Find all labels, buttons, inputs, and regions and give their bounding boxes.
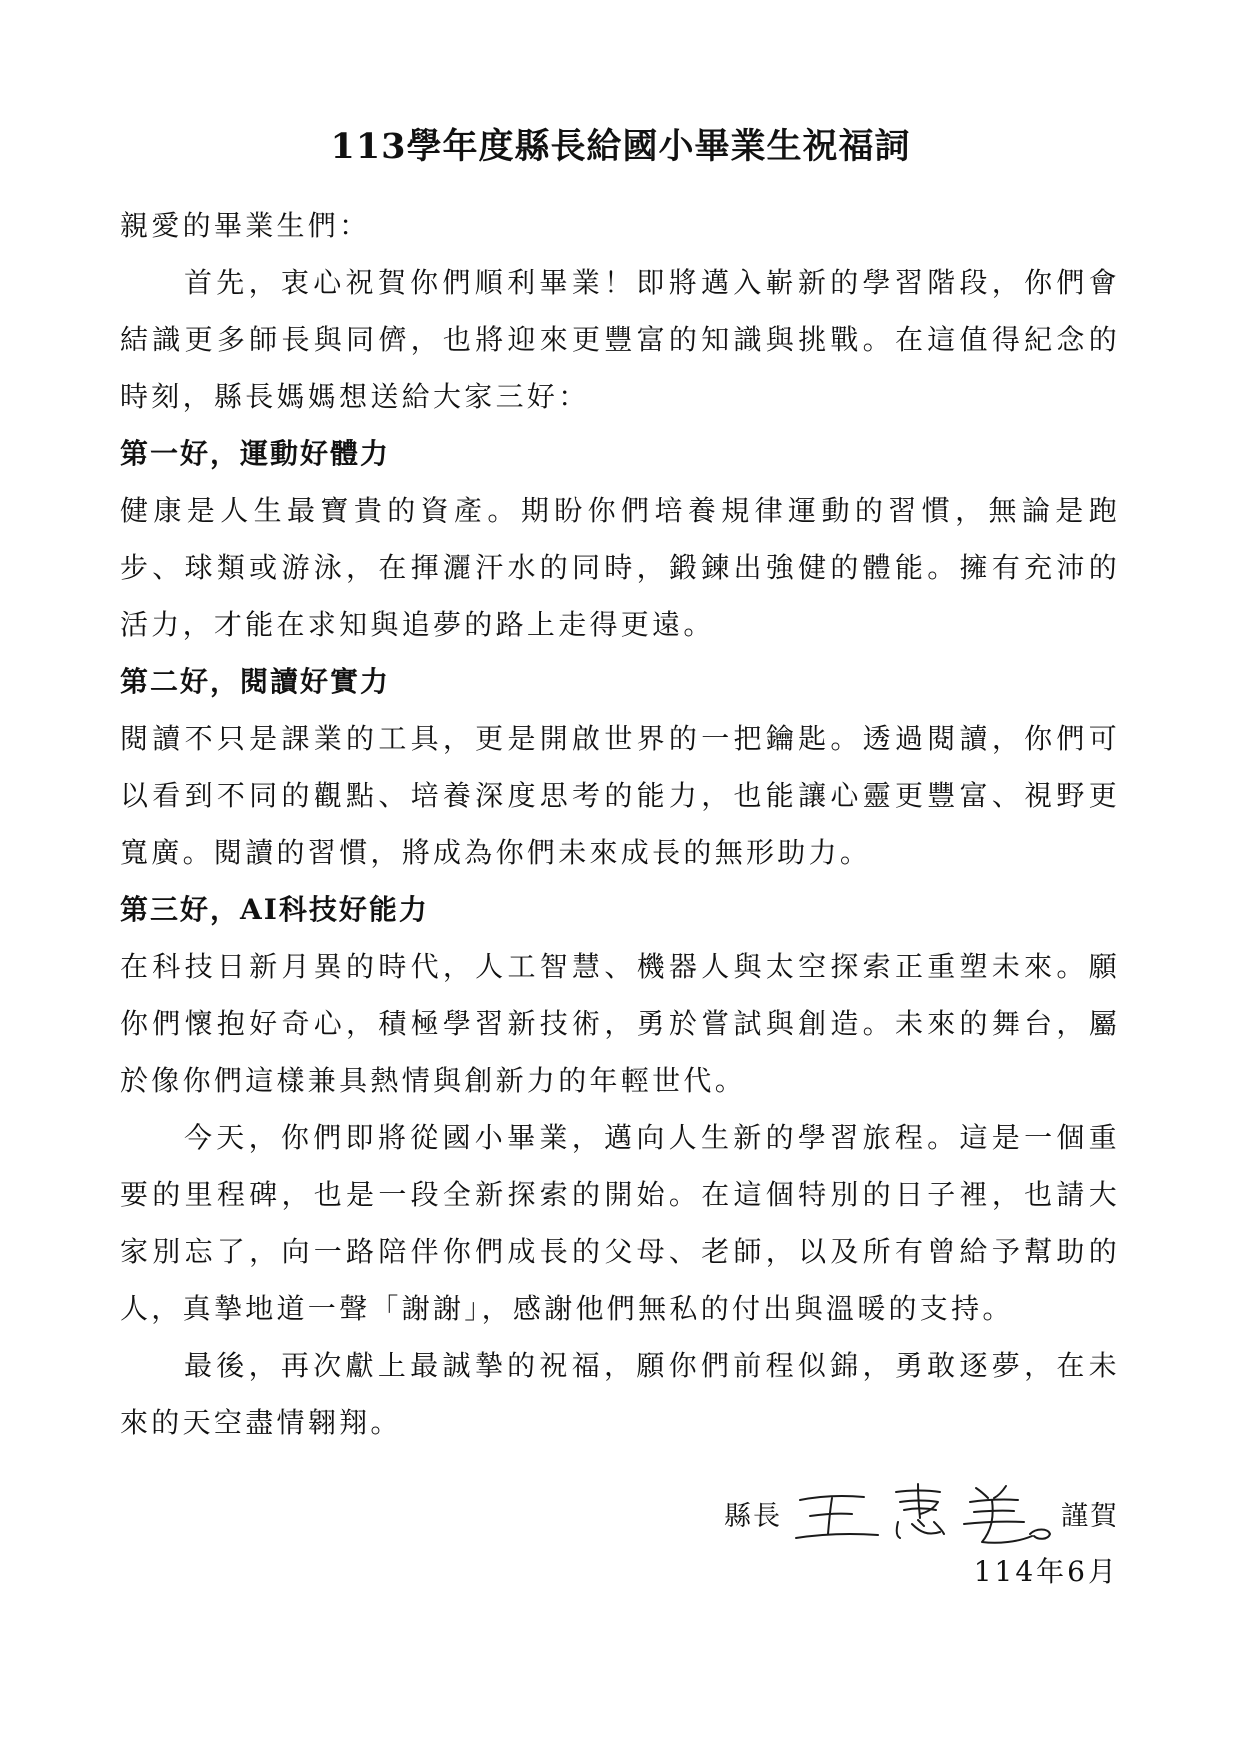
intro-paragraph: 首先，衷心祝賀你們順利畢業！即將邁入嶄新的學習階段，你們會結識更多師長與同儕，也將迎來更豐富的知識與挑戰。在這值得紀念的時刻，縣長媽媽想送給大家三好： [120,266,1120,413]
section-heading-ai-tech: 第三好，AI科技好能力 [120,893,429,926]
section-text-ai-tech: 在科技日新月異的時代，人工智慧、機器人與太空探索正重塑未來。願你們懷抱好奇心，積極學習新技術，勇於嘗試與創造。未來的舞台，屬於像你們這樣兼具熱情與創新力的年輕世代。 [120,950,1120,1097]
closing-line [724,1478,1119,1548]
closing-suffix: 謹賀 [1061,1500,1119,1532]
section-heading-reading: 第二好，閱讀好實力 [120,665,391,698]
document-title: 113學年度縣長給國小畢業生祝福詞 [330,126,911,167]
handwritten-signature [792,1478,1057,1548]
salutation: 親愛的畢業生們： [120,209,371,242]
section-heading-exercise: 第一好，運動好體力 [120,437,391,470]
document-date: 114年6月 [973,1555,1119,1588]
section-text-exercise: 健康是人生最寶貴的資產。期盼你們培養規律運動的習慣，無論是跑步、球類或游泳，在揮灑汗水的同時，鍛鍊出強健的體能。擁有充沛的活力，才能在求知與追夢的路上走得更遠。 [120,494,1120,641]
paragraph-final: 最後，再次獻上最誠摯的祝福，願你們前程似錦，勇敢逐夢，在未來的天空盡情翱翔。 [120,1349,1120,1439]
paragraph-today: 今天，你們即將從國小畢業，邁向人生新的學習旅程。這是一個重要的里程碑，也是一段全新探索的開始。在這個特別的日子裡，也請大家別忘了，向一路陪伴你們成長的父母、老師，以及所有曾給予幫助的人，真摯地道一聲「謝謝」，感謝他們無私的付出與溫暖的支持。 [120,1121,1120,1325]
document-body [120,197,1120,1451]
section-text-reading: 閱讀不只是課業的工具，更是開啟世界的一把鑰匙。透過閱讀，你們可以看到不同的觀點、培養深度思考的能力，也能讓心靈更豐富、視野更寬廣。閱讀的習慣，將成為你們未來成長的無形助力。 [120,722,1120,869]
closing-prefix: 縣長 [724,1500,782,1532]
